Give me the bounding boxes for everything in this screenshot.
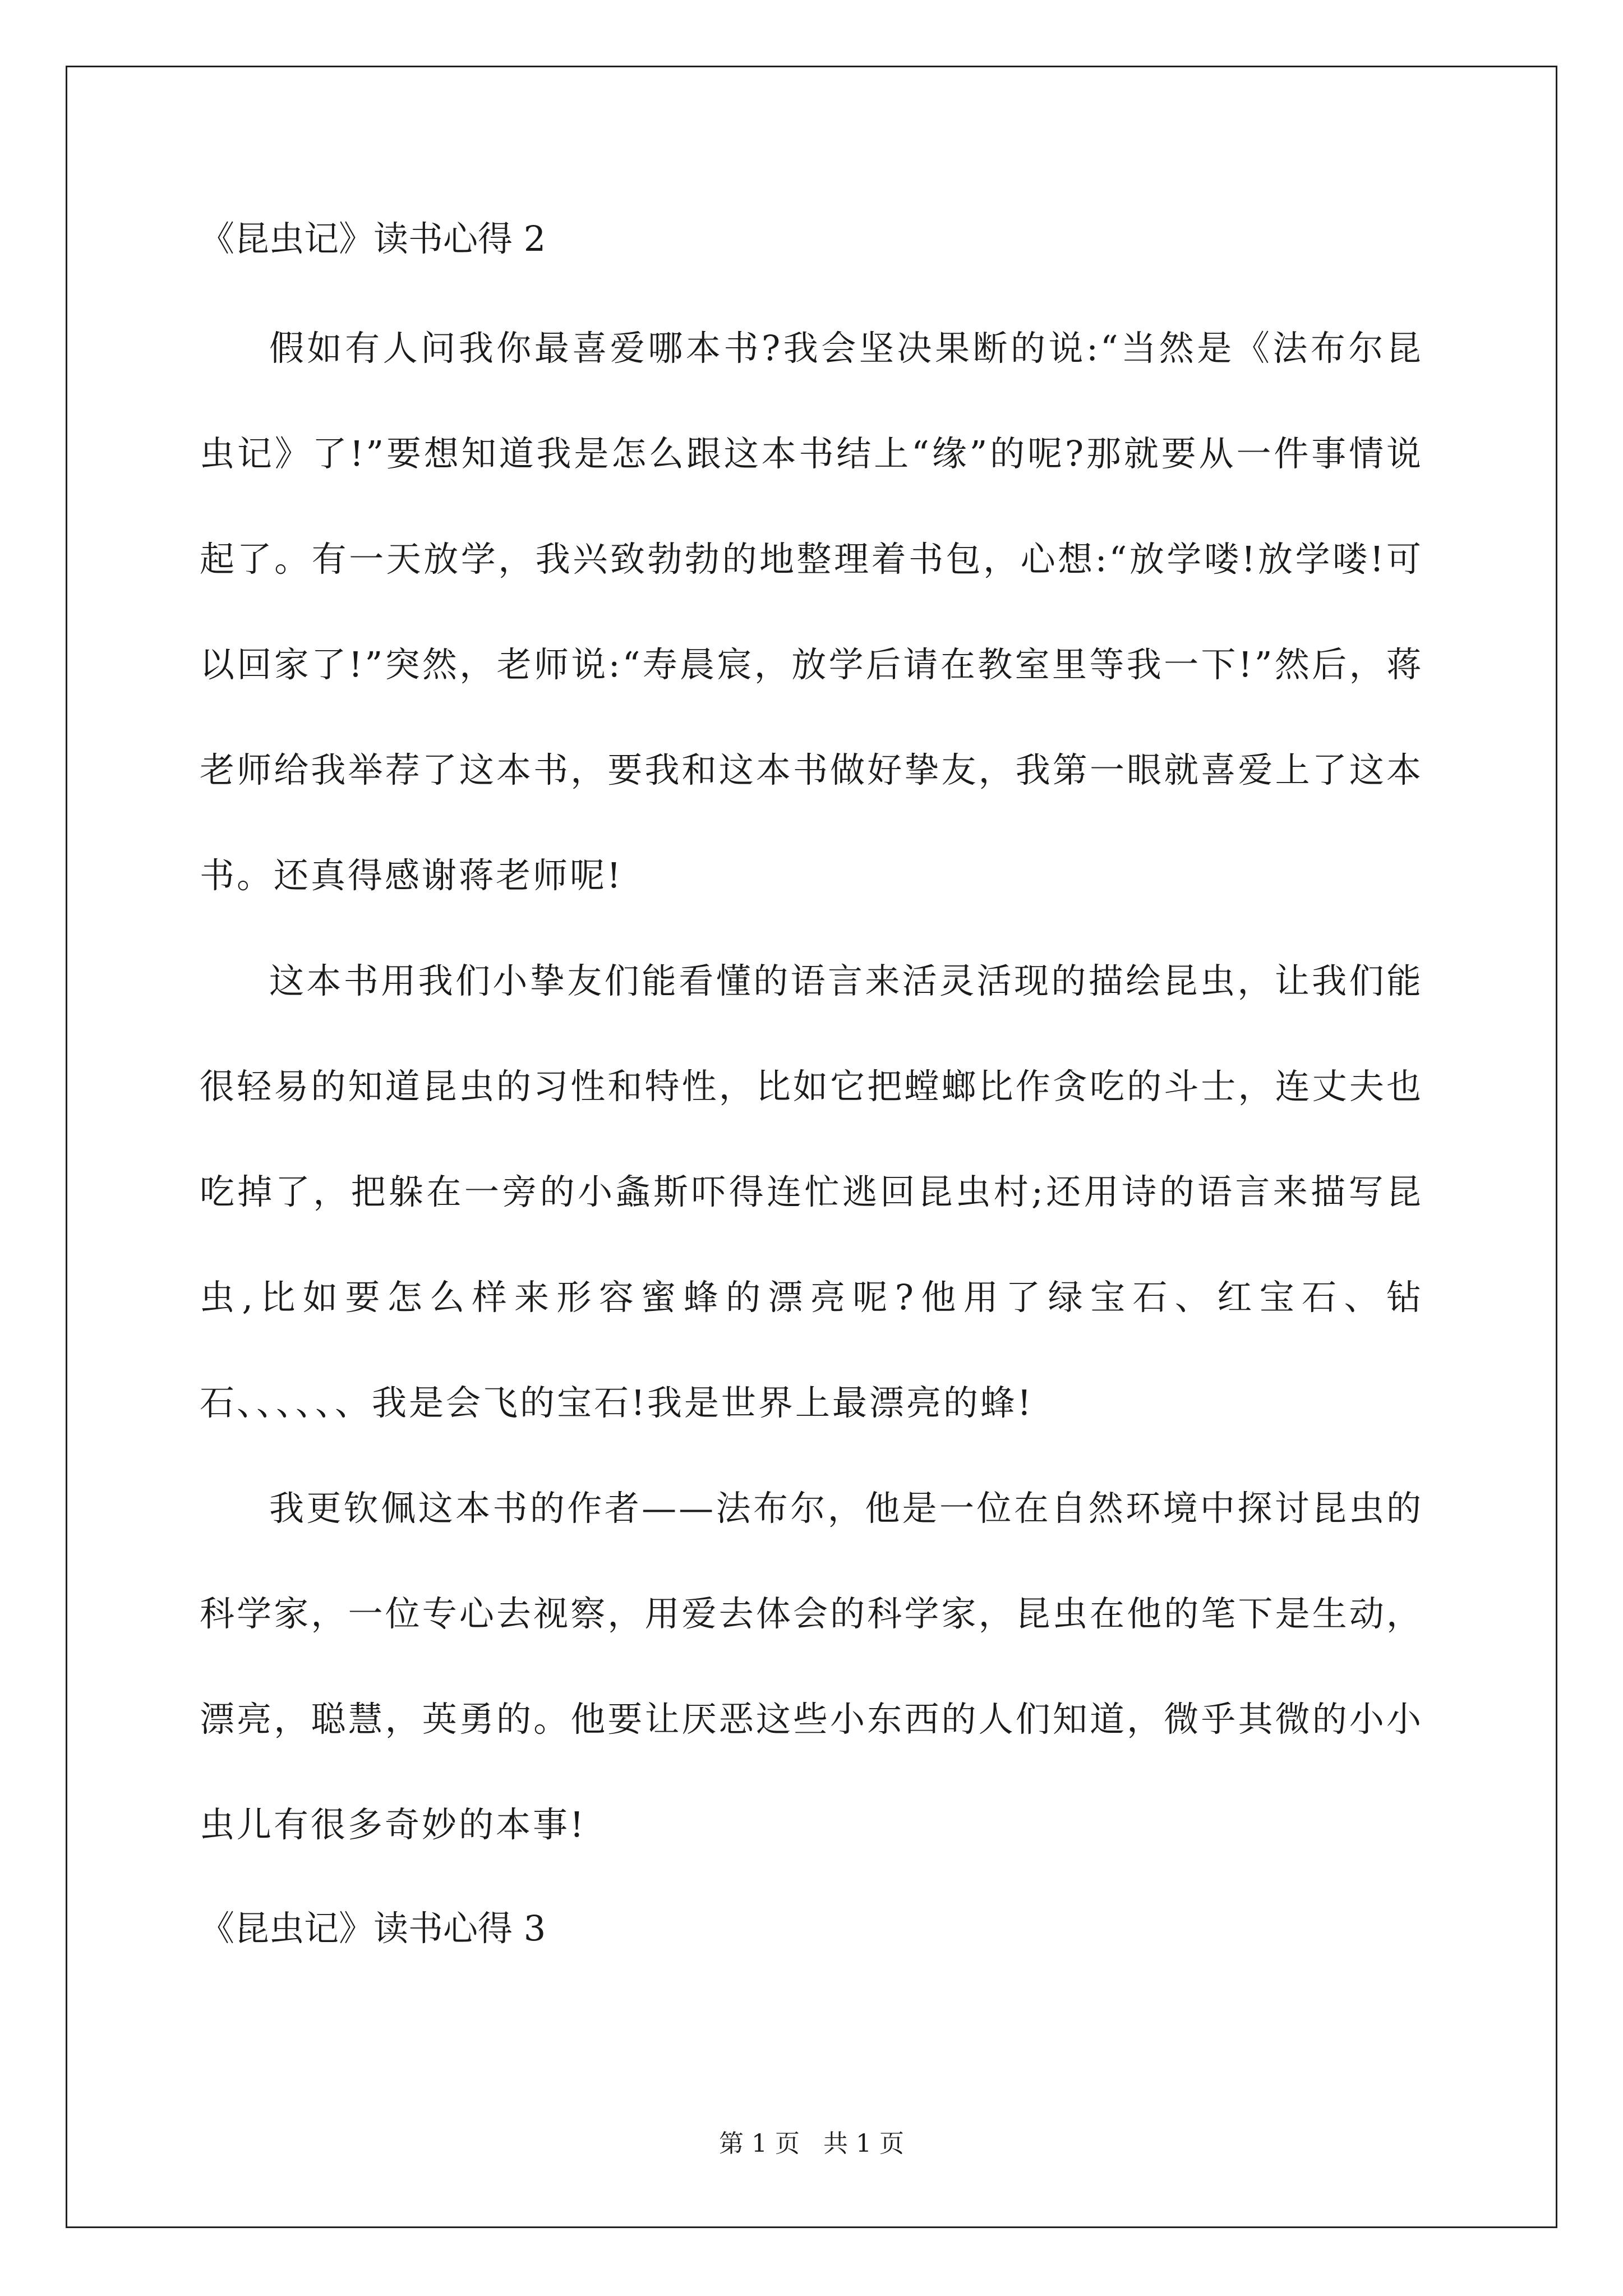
paragraph-3: 我更钦佩这本书的作者——法布尔，他是一位在自然环境中探讨昆虫的科学家，一位专心去视察，用爱去体会的科学家，昆虫在他的笔下是生动，漂亮，聪慧，英勇的。他要让厌恶这些小东西的人们知道，微乎其微的小小虫儿有很多奇妙的本事! <box>200 1488 1423 1845</box>
paragraph-2: 这本书用我们小挚友们能看懂的语言来活灵活现的描绘昆虫，让我们能很轻易的知道昆虫的习性和特性，比如它把螳螂比作贪吃的斗士，连丈夫也吃掉了，把躲在一旁的小螽斯吓得连忙逃回昆虫村;还用诗的语言来描写昆虫,比如要怎么样来形容蜜蜂的漂亮呢?他用了绿宝石、红宝石、钻石、、、、、、我是会飞的宝石!我是世界上最漂亮的蜂! <box>200 960 1423 1423</box>
paragraph-1: 假如有人问我你最喜爱哪本书?我会坚决果断的说:“当然是《法布尔昆虫记》了!”要想知道我是怎么跟这本书结上“缘”的呢?那就要从一件事情说起了。有一天放学，我兴致勃勃的地整理着书包，心想:“放学喽!放学喽!可以回家了!”突然，老师说:“寿晨宸，放学后请在教室里等我一下!”然后，蒋老师给我举荐了这本书，要我和这本书做好挚友，我第一眼就喜爱上了这本书。还真得感谢蒋老师呢! <box>200 328 1423 896</box>
section-heading-2: 《昆虫记》读书心得 2 <box>200 218 546 259</box>
section-heading-3: 《昆虫记》读书心得 3 <box>200 1908 546 1949</box>
document-body <box>200 213 1423 1954</box>
page-footer: 第 1 页 共 1 页 <box>719 2129 904 2158</box>
